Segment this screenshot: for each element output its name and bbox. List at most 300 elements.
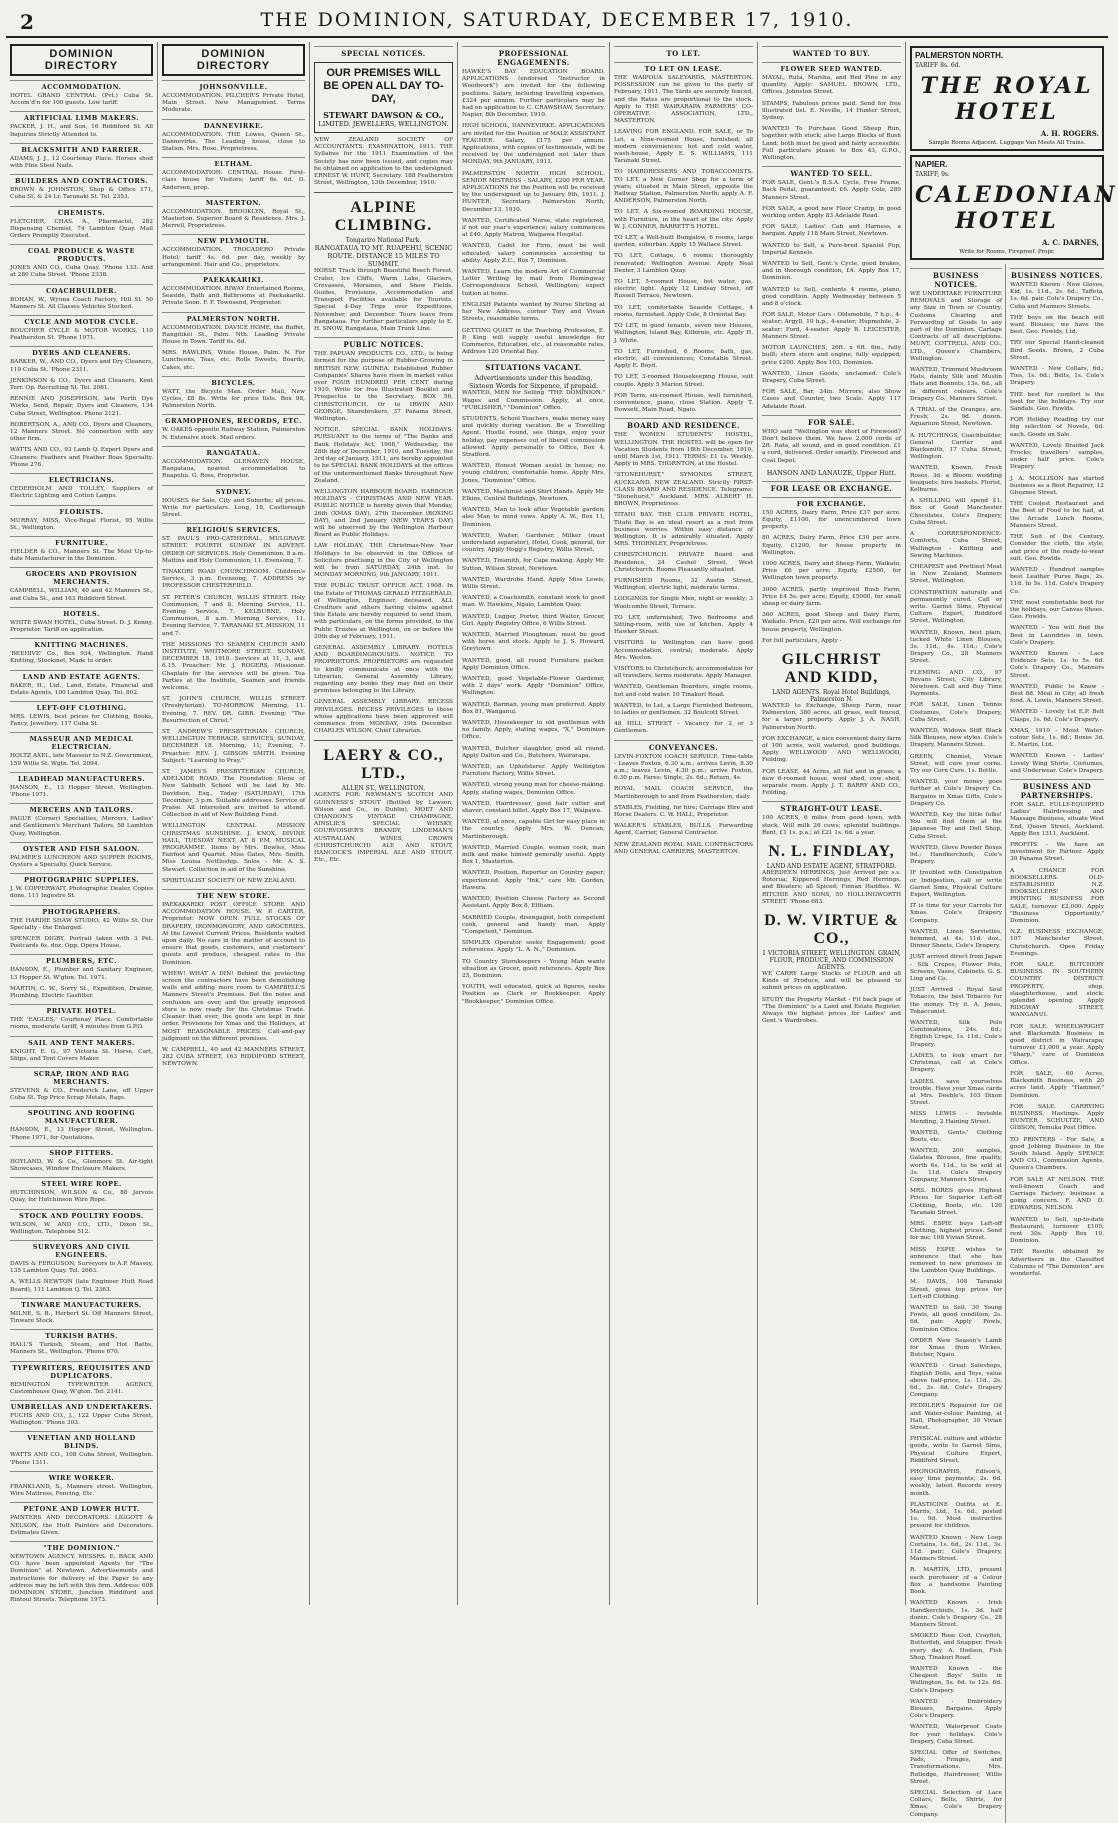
firewood-ad: WHO said "Wellington was short of Firewood? Don't believe them. We have 2,000 cords of 2ft. Rata, all sound, and in good condition. £1 a cord, delivered. Order smartly. Firewood and Coal Depot. [762,428,901,464]
business-notice: MISS ESPIE wishes to announce that she has removed to new premises in the Lambton Quay Buildings. [910,1246,1002,1275]
england-ad: LEAVING FOR ENGLAND. FOR SALE, or To Let, a Nine-roomed House, furnished; all modern conveniences; hot and cold water, wash-house, Apply E. S. WILLIAMS, 111 Taranaki Street. [614,129,753,165]
business-notice: FLEMING AND CO., 97 Revans Street, City Library, Newtown. Call and Buy Time Payments. [910,669,1002,698]
business-notice: THE best for comfort is the boot for the holidays. Try our Sandals. Geo. Fowlds. [1010,391,1104,413]
directory-entry: BOUCHIER CYCLE & MOTOR WORKS, 110 Featherston St. 'Phone 1971. [10,328,153,342]
wanted-sell-ad: WANTED, Linen Goods, unclaimed. Cole's Drapery, Cuba Street. [762,370,901,384]
exchange-ad: WANTED to Exchange, Sheep Farm, near Palmerston, 380 acres, all grass, well fenced, for a larger property. Apply J. A. NASH, Palmerston North. [762,702,901,731]
directory-subheading: HOTELS. [10,607,153,618]
business-notice: TRY our Special Hand-cleaned Bird Seeds. Brown, 2 Cuba Street. [1010,340,1104,361]
directory-entry: W. OAKES opposite Railway Station, Palmerston N. Extensive stock. Mail orders. [162,427,305,441]
situation-ad: WANTED, an Upholsterer. Apply Wellington Furniture Factory, Willis Street. [462,764,605,778]
directory-subheading: VENETIAN AND HOLLAND BLINDS. [10,1431,153,1450]
directory-entry: ACCOMMODATION. THE Lowes, Queen St., Dannevirke. The Leading house, close to Station. Mrs. Rose, Proprietress. [162,131,305,153]
directory-entry: HOUSES for Sale, City and Suburbs; all prices. Write for particulars. Long, 18, Castlereagh Street. [162,497,305,518]
wanted-buy-ad: WANTED To Purchase Good Sheep Run, together with stock; also Large Blocks of Bush Land; both must be good and fairly accessible. Full particulars please to Box 43, G.P.O., Wellington. [762,126,901,162]
alpine-subtitle: Tongariro National Park. [345,237,422,245]
royal-town: PALMERSTON NORTH. [915,51,1004,60]
directory-entry: BAKER, H., Ltd., Land, Estate, Financial and Estate Agents, 100 Lambton Quay. Tel. 802. [10,682,153,696]
straight-lease-heading: STRAIGHT-OUT LEASE. [762,801,901,813]
situation-ad: WANTED, Honest Woman assist in house; no young children; comfortable home. Apply Mrs. Jones, "Dominion" Office. [462,463,605,484]
directory-entry: HOLTZ AXEL, late Masseur to N.Z. Government, 159 Willis St. Wgtn. Tel. 2094. [10,753,154,767]
business-notice: WANTED, Public to Know - Best 8d. Meal in City; all fresh food. A. Lewis, Manners Street. [1010,683,1104,705]
public-notice: THE PAPUAN PRODUCTS CO., LTD., is being formed for the purpose of Rubber-Growing in BRITISH NEW GUINEA. Established Rubber Companies' Shares have risen in market value over FOUR HUNDRED PER CENT during 1910. Write for free Illustrated Booklet and Prospectus to the Secretary, BOX 56, CHRISTCHURCH, Or to IRWIN AND GEORGE, Sharebrokers, 37 Panama Street, Wellington. [314,351,453,423]
partnership-ad: PROFITS - We have an investment for Partner. Apply 30 Panama Street. [1010,842,1104,863]
business-notice: WANTED, your money goes further at Cole's Drapery Co. Bargains in Xmas Gifts, Cole's Drapery Co. [910,779,1002,807]
partnership-ad: FOR SALE AT NELSON. THE well-known Coach and Carriage Factory; business a going concern. F. AND D. EDWARDS, NELSON. [1010,1176,1104,1212]
gilchrist-sub: LAND AGENTS. Royal Hotel Buildings, Palmerston N. [772,688,891,703]
caledonian-tariff: TARIFF, 9s. [915,171,950,178]
directory-entry: BROWN & JOHNSTON, Shop & Office 171, Cuba St. & 24 Lr. Taranaki St. Tel. 2353. [10,187,153,201]
hawkes-bay-notice: HAWKE'S BAY EDUCATION BOARD. APPLICATIONS (endorsed "Instructor in Woodwork") are invited for the following positions. Salary, including travelling expenses, £324 per annum. Further particulars may be had on application to C. CRAWSHAW, Secretary. Napier, 8th December, 1910. [462,69,605,119]
directory-entry: PAINTERS AND DECORATORS. LIGGOTT & NELSON, the Hutt Painters and Decorators. Estimates Given. [10,1515,153,1536]
partnership-ad: FOR SALE. CARRYING BUSINESS, Hastings. Apply HUNTER, SCHULTZE, AND GIBSON, Temuka Post Office. [1010,1103,1104,1132]
directory-subheading: PALMERSTON NORTH. [162,312,305,323]
columns [6,42,1118,1818]
business-notice: CHEAPEST and Prettiest Meat in New Zealand, Manners Street, Wellington. [910,563,1002,585]
wanted-sell-ad: FOR SALE, Bar, 24in. Mirrors; also Show Cases and Counter, two Scale. Apply 117 Adelaide Road. [762,389,901,410]
classified-ad: WANTED, Learn the modern Art of Commercial Letter Writing by mail from Hemingway Correspondence School, Wellington; expert tuition at home. [462,269,605,297]
partnerships-list [1010,802,1104,1278]
directory-subheading: SCRAP, IRON AND RAG MERCHANTS. [10,1067,153,1086]
business-notice: WANTED, Glove Powder Boxes 9d.; Handkerchiefs, Cole's Drapery. [910,844,1002,866]
caledonian-footer: Write for Rooms, Fireproof. Propr. [959,249,1055,255]
situation-ad: WANTED, Lugger, Porter, third Waiter, Grocer, Girl. Apply Registry Office, 6 Willis Street. [462,613,605,627]
board-ad: FURNISHED Rooms, 32 Austin Street, Wellington, electric light, moderate terms. [614,577,753,592]
directory-entry: ACCOMMODATION. DAVICE HOME, the Buffet, Rangitikei St., Palm. Nth. Leading Private House in Town. Tariff 6s. 6d. [162,324,305,346]
directory-entry: ACCOMMODATION. CENTRAL House. First-class house for Visitors; tariff 6s. 6d. D. Anderson, prop. [162,170,305,191]
directory-subheading: ACCOMMODATION. [10,80,153,91]
directory-entry: W. CAMPBELL, 40 and 42 MANNERS STREET, 282 CUBA STREET, 163 RIDDIFORD STREET, NEWTOWN. [162,1046,305,1068]
masthead-title: THE DOMINION, SATURDAY, DECEMBER 17, 1910. [260,9,854,31]
partnership-ad: FOR SALE. WHEELWRIGHT and Blacksmith Business in good district in Wairarapa; turnover £1,000 a year. Apply "Sharp," care of Dominion Office. [1010,1023,1104,1066]
situation-ad: WANTED, Machinist and Shirt Hands. Apply Mr. Elkins, Central Buildings, Newtown. [462,488,605,502]
business-notice: WE UNDERTAKE FURNITURE REMOVALS and Storage of any Size in Town or Country. Customs Clearing and Forwarding of Goods to any part of the Dominion. Cartage Contracts of all descriptions. MUNT, COTTRELL AND CO., LTD., Queen's Chambers, Wellington. [910,291,1002,362]
lease-title: TO LET ON LEASE. [614,62,753,73]
wanted-buy-ad: STAMPS, Fabulous prices paid. Send for free illustrated list. E. Neville, 14 Hunter Street, Sydney. [762,100,901,122]
situation-ad: WANTED, Barman, young man preferred. Apply Box 81, Wanganui. [462,701,605,715]
directory-subheading: STOCK AND POULTRY FOODS. [10,1209,153,1220]
business-notice: WANTED - Hundred samples best Leather Purse Bags, 2s. 11d. to 5s. 11d. Cole's Drapery Co. [1010,566,1104,595]
business-notice: GREEN, Chemist, Vivian Street, will cure your corns. Try our Corn Cure. 1s. Bottle. [910,753,1002,774]
directory-subheading: FURNITURE. [10,536,153,547]
column-7 [906,42,1118,1818]
business-notice: WANTED - Great Saleshops, English Dolls, and Toys, value above half-price, 1s. 11d., 2s. 6d., 3s. 6d. Cole's Drapery Company. [910,1363,1002,1399]
business-notice: PEDDLER'S Repaired for Oil and Water-colour Painting, at Hall, Photographer, 30 Vivian Street. [910,1403,1002,1432]
wanted-to-sell-heading: WANTED TO SELL. [762,166,901,178]
directory-entry: SPENCER DIGBY, Portrait taken with 3 Pet. Postcards 6s. doz. Opp. Opera House. [10,935,153,950]
directory-subheading: PHOTOGRAPHERS. [10,905,153,916]
alpine-text: HORSE Track through Beautiful Beech Forest, Crater, Ice Cliffs, Warm Lake, Glaciers, Crevasses, Moraines, and Snow Fields. Guides, Provisions, Accommodation and Transport Facilities available for Tourists. Special 4-Day Trips over Expeditions, November, and December. Tours leave from Rangataua. For further particulars apply to E. H. SNOW, Rangataua, Main Trunk Line. [314,268,453,333]
conveyances-heading: CONVEYANCES. [614,740,753,752]
exchange-list-2 [762,703,901,797]
directory-entry: PACKER, J. H., and Son, 16 Riddiford St. All Inquiries Strictly Attended to. [10,124,153,138]
situation-ad: WANTED, Hairdresser, good hair cutter and shaver; constant billet. Apply Box 17, Waipawa. [462,800,605,815]
situation-ad: WANTED, Waiter, Gardener, Milker (must understand separator), Hotel, Cook, general, for country. Apply Hogg's Registry, Willis Street. [462,532,605,554]
directory-subheading: GROCERS AND PROVISION MERCHANTS. [10,567,153,586]
newspaper-page [6,4,1118,1818]
caledonian-town: NAPIER. [915,160,948,169]
directory-subheading: SHOP FITTERS. [10,1146,153,1157]
directory-entry: WATTS AND CO., 108 Cuba Street, Wellington. 'Phone 1311. [10,1452,153,1466]
directory-entry: JENKINSON & CO., Dyers and Cleaners, Kent Terr. Op. Recruiting St. Tel. 2061. [10,377,153,392]
directory-subheading: THE NEW STORE. [162,889,305,900]
sell-list [762,180,901,410]
business-notice: WANTED, Silk Polo Combinations, 24s. 6d.; English Crepe, 1s. 11d.; Cole's Drapery. [910,1020,1002,1048]
business-notice: PHONOGRAPHS, Edison's, easy time payments; 2s. 6d. weekly, latest Records every month. [910,1469,1002,1497]
alpine-route: RANGATAUA TO MT. RUAPEHU, SCENIC ROUTE. DISTANCE 15 MILES TO SUMMIT. [314,244,453,269]
directory-subheading: PRIVATE HOTEL. [10,1004,153,1015]
directory-entry: A. WELLS NEWTON (late Engineer Hutt Road Board), 111 Lambton Q. Tel. 2363. [10,1279,153,1293]
directory-subheading: SAIL AND TENT MAKERS. [10,1036,153,1047]
directory-subheading: ELTHAM. [162,157,305,168]
directory-subheading: MASSEUR AND MEDICAL ELECTRICIAN. [10,732,153,751]
business-notice: WANTED - Embroidery Blouses, Bargains. Apply Cole's Drapery. [910,1698,1002,1720]
business-notice: WANTED, Linen Serviettes, hemmed, at 4s. 11d. doz., Dinner Sheets, Cole's Drapery. [910,928,1002,950]
wanted-sell-ad: FOR SALE, Ladies' Cab and Harness, a bargain. Apply 118 Main Street, Newtown. [762,224,901,238]
board-ad: WANTED, to Let, a Large Furnished Bedroom, to ladies or gentlemen. 32 Boulcott Street. [614,702,753,717]
directory-entry: WHEW! WHAT A DIN! Behind the protecting screen the contractors have been demolishing walls and adding more room to CAMPBELL'S Manners Street's Premises. But the noise and confusion are over, and the greatly improved store is now ready for the Christmas Trade. Cleaner than ever, the goods are kept in fine order. Provisions for Xmas and the Holidays, at MOST REASONABLE PRICES. Call-and-pay judgment on the different promises. [162,970,305,1042]
directory-entry: REMINGTON TYPEWRITER AGENCY, Customhouse Quay, W'gton. Tel. 2141. [10,1381,153,1395]
public-notices-list [314,351,453,735]
board-ad: LODGINGS for Single Men, night or weekly; 3 Woolcombe Street, Terrace. [614,596,753,610]
laery-address: ALLEN ST., WELLINGTON. [341,785,426,793]
directory-entry: ACCOMMODATION. TROCADERO Private Hotel; tariff 4s. 6d. per day, weekly by arrangement. Hair and Co., proprietors. [162,247,305,268]
premises-headline: OUR PREMISES WILL BE OPEN ALL DAY TO-DAY, [323,67,444,105]
situation-ad: WANTED, Wardrobe Hand. Apply Miss Lewis, Willis Street. [462,576,605,590]
directory-subheading: PETONE AND LOWER HUTT. [10,1502,153,1513]
directory-subheading: BICYCLES. [162,376,305,387]
board-ad: WANTED, Gentleman Boarders, single rooms, hot and cold water. 10 Tinakori Road. [614,684,753,698]
business-notice: WANTED, Widows Stiff Black Silk Blouses, new styles. Cole's Drapery, Manners Street. [910,727,1002,749]
directory-subheading: TYPEWRITERS, REQUISITES AND DUPLICATORS. [10,1361,153,1380]
directory-entry: MILNE, S. B., Herbert St. Off Manners Street, Tinware Stock. [10,1310,153,1325]
directory-entry: PAGUE (Corner) Specialties, Mercers, Ladies' and Gentlemen's Merchant Tailors, 58 Lambton Quay, Wellington. [10,816,153,837]
partnership-ad: FOR SALE. BUTCHERY BUSINESS. IN SOUTHERN COUNTRY DISTRICT. PROPERTY, shop, slaughterhouse, and stock; splendid opening. Apply RIDGWAY STREET, WANGANUI. [1010,962,1104,1019]
directory-entry: FUCHS AND CO., J., 122 Upper Cuba Street, Wellington. 'Phone 303. [10,1413,153,1427]
directory-subheading: JOHNSONVILLE. [162,80,305,91]
business-notice: THE most comfortable boot for the holidays, our Canvas Shoes. Geo. Fowlds. [1010,599,1104,621]
divider [314,192,453,193]
public-notice: LAW HOLIDAY. THE Christmas-New Year Holidays to be observed in the Offices of Solicitors practising in the City of Wellington will be from SATURDAY, 24th inst. to MONDAY MORNING, 9th JANUARY, 1911. [314,543,453,579]
directory-entry: ACCOMMODATION. BROOKLYN, Royal St., Masterton. Superior Board & Residence. Mrs. J. Merrell, Proprietress. [162,208,305,230]
situation-ad: WANTED, MEN for Selling "THE DOMINION." Wages and Commission. Apply, at once, "PUBLISHER," "Dominion" Office. [462,390,605,411]
directory-entry: MRS. LEWIS, best prices for Clothing, Books, Fancy, Jewellery. 117 Cuba St. [10,713,153,728]
business-notice: WANTED Known - Irish Handkerchiefs, 1s. 3d. half dozen. Cole's Drapery Co., 28 Manners Street. [910,1600,1002,1628]
situation-ad: WANTED, a Coachsmith, constant work to good man. W. Hawkins, Ngaio, Lambton Quay. [462,595,605,609]
directory-subheading: RELIGIOUS SERVICES. [162,523,305,534]
directory-subheading: GRAMOPHONES, RECORDS, ETC. [162,414,305,425]
situations-note: Advertisements under this heading, Sixteen Words for Sixpence, if prepaid. [468,374,599,391]
herrings-ad: ABERDEEN HERRINGS, Just Arrived per s.s. Rotorua; Kippered Herrings, Red Herrings, and Bloaters; all Spiced; Finnan Haddies. W. RITCHIE AND SONS, 50 HOLLINGWORTH STREET. 'Phone 683. [762,870,901,905]
business-notice: MRS. BORES gives Highest Prices for Superior Left-off Clothing, Boots, etc. 120 Taranaki Street. [910,1188,1002,1216]
directory-entry: THE 'EAGLES,' Courtenay Place. Comfortable rooms, moderate tariff, 4 minutes from G.P.O. [10,1017,153,1031]
directory-entry: KNIGHT, E. G., 97 Victoria St. Horse, Cart, Ships, and Tent Covers Maker. [10,1048,153,1062]
business-notice: PLASTICINE Outfits at E. Marris, Ltd., 1s. 6d., posted 1s. 9d. Most instructive present for children. [910,1501,1002,1530]
royal-tariff: TARIFF 8s. 6d. [915,62,961,69]
business-notice: WANTED, Waterproof Coats for your holidays. Cole's Drapery, Cuba Street. [910,1724,1002,1745]
to-let-ad: TO LET, 3-roomed Housekeeping House, suit couple. Apply 5 Marion Street. [614,374,753,388]
business-heading: BUSINESS NOTICES. [910,268,1002,289]
for-sale-heading: FOR SALE. [762,415,901,427]
directory-subheading: NEW PLYMOUTH. [162,234,305,245]
partnership-ad: WANTED to Sell, up-to-date Restaurant; turnover £100; rent 30s. Apply Box 10, Dominion. [1010,1216,1104,1245]
buy-list [762,101,901,163]
directory-subheading: PLUMBERS, ETC. [10,954,153,965]
directory-entry: TINAKORI ROAD CHURCHROOM. Children's Service, 3 p.m. Evensong, 7. ADDRESS by PROFESSOR CHESTERFIELD. [162,568,305,590]
business-notice: WANTED, Known, best plain, tucked White Linen Blouses, 3s. 11d., 4s. 11d.; Cole's Drapery Co., 28 Manners Street. [910,629,1002,665]
business-notice: J. A. MOLLISON has started business as a Boot Repairer, 12 Ghuznee Street. [1010,475,1104,497]
business-right [1010,264,1104,1823]
directory-subheading: ELECTRICIANS. [10,473,153,484]
classified-ad: ENGLISH Patients wanted by Nurse Stirling at her New Address, corner Tory and Vivian Streets, reasonable terms. [462,301,605,323]
board-ad: VISITORS to Wellington can have good Accommodation, central; moderate. Apply Mrs. Weston. [614,640,753,661]
business-left [910,264,1006,1823]
directory-subheading: WIRE WORKER. [10,1471,153,1482]
directory-subheading: BUILDERS AND CONTRACTORS. [10,174,153,185]
wanted-sell-ad: FOR SALE, Motor Cars - Oldsmobile, 7 h.p., 4-seater; Argyll, 10 h.p., 4-seater; Hupmobile, 2-seater; Ford, 4-seater. Apply B. LEICESTER, Manners Street. [762,312,901,340]
hostel-ad: THE WOMEN STUDENTS' HOSTEL, WELLINGTON. THE HOSTEL will be open for Vacation Students from 18th December, 1910, until March 1st, 1911. TERMS: £1 1s. Weekly. Apply to MRS. THORNTON, at the Hostel. [614,432,753,468]
alpine-title: ALPINE CLIMBING. [334,199,433,235]
wanted-sell-ad: WANTED to Sell, Gent.'s Cycle, good brakes, and in thorough condition, £4. Apply Box 17, Dominion. [762,261,901,282]
partnership-ad: TO PRINTERS - For Sale, a good Jobbing Business in the South Island. Apply SPENCE AND CO., Commission Agents, Queen's Chambers. [1010,1136,1104,1172]
column-4 [458,42,610,1605]
royal-hotel-name: THE ROYAL HOTEL [920,73,1094,125]
board-heading: BOARD AND RESIDENCE. [614,418,753,430]
directory-entry: ACCOMMODATION. GLENAVEN HOUSE, Rangataua, nearest accommodation to Ruapehu. G. Ross, Proprietor. [162,458,305,480]
directory-entry: HUTCHINSON, WILSON & Co., 88 Jervois Quay, for Hutchinson Wire Rope. [10,1190,153,1204]
directory-heading: DOMINION DIRECTORY [10,44,153,76]
business-notice: JUST arrived direct from Japan - Silk Crepes, Flower Pots, Screens, Vases, Cabinets. G. S. Ling and Co. [910,954,1002,983]
directory-entry: FLETCHER, CHAS. A., Pharmacist, 282 Dispensing Chemist, 74 Lambton Quay. Mail Orders Promptly Executed. [10,218,153,240]
public-notice: GENERAL ASSEMBLY LIBRARY. RECESS PRIVILEGES. RECESS PRIVILEGES to those whose applications have been approved will commence from MONDAY, 19th December. CHARLES WILSON, Chief Librarian. [314,699,453,735]
situation-ad: WANTED, good, all round Furniture packer. Apply Dominion Office. [462,657,605,671]
column-1 [6,42,158,1605]
gilchrist-name: GILCHRIST AND KIDD, [781,650,882,686]
situation-ad: WANTED, Man to look after Vegetable garden; also Man to mind cows. Apply A. W., Box 11, Dominion. [462,507,605,528]
directory-subheading: CHEMISTS. [10,206,153,217]
to-let-ad: TO LET, Cottage, 6 rooms; thoroughly renovated; Wellington Avenue. Apply Neal Dexter, 3 Lambton Quay. [614,253,753,274]
masthead [6,4,1108,38]
directory-subheading: BLACKSMITH AND FARRIER. [10,143,153,154]
situations-list [462,390,605,1005]
business-subcolumns [910,264,1104,1823]
directory-subheading: LAND AND ESTATE AGENTS. [10,670,153,681]
to-let-ad: FOR Term, six-roomed House, well furnished, convenience, piano, close Station. Apply T. Dowsett, Main Road, Ngaio. [614,392,753,414]
business-notice: FOR SALE, Linen Tennis Costumes, Cole's Drapery, Cuba Street. [910,702,1002,723]
public-notice: THE PUBLIC TRUST OFFICE ACT, 1908. In the Estate of THOMAS GERALD FITZGERALD, of Wellington, Engineer, deceased. ALL Creditors and others having claims against this Estate are hereby required to send them, with particulars, on the forms provided, to the Public Trustee at Wellington, on or before the 20th day of February, 1911. [314,583,453,640]
directory-entry: WHITE SWAN HOTEL, Cuba Street. D. J. Kenny, Proprietor. Tariff on application. [10,619,153,633]
situation-ad: SIMPLEX Operator seeks Engagement; good references. Apply "L. A. N.," Dominion. [462,940,605,954]
column-6 [758,42,906,1605]
business-notice: WANTED, Key the little folks! You will find them at the Japanese Toy and Doll Shop, Cuba Street. [910,812,1002,840]
directory-entry: WATTS AND CO., 93 Lamb Q. Expert Dyers and Cleaners; Feathers and Feather Boas Specialty. Phone 276. [10,447,153,468]
business-notice: IT is time for your Carrots for Xmas. Cole's Drapery Company. [910,903,1002,924]
directory-entry: WATT, the Bicycle Man. Order Mail. New Cycles, £8 8s. Write for price lists. Box 98, Palmerston North. [162,388,305,410]
flower-seed-heading: FLOWER SEED WANTED. [762,62,901,73]
situation-ad: TO Country Storekeepers - Young Man wants situation as Grocer, good references. Apply Box 25, Dominion. [462,958,605,979]
virtue-text: WE CARRY Large Stocks of FLOUR and all Kinds of Produce, and will be pleased to submit prices on application. [762,971,901,992]
business-notice: M. DAVIS, 108 Taranaki Street, gives top prices for Left-off Clothing. [910,1279,1002,1300]
professional-heading: PROFESSIONAL ENGAGEMENTS. [462,46,605,67]
business-notice: WANTED, Gents.' Clothing Boots, etc. [910,1129,1002,1143]
flower-seed-text: MAYAL, Ruta, Marsha, and Red Pine in any quantity. Apply: SAMUEL BROWN, LTD., Offices, Johnston Street. [762,75,901,96]
directory-entry: RENNIE AND JOSEPHSON, late Perth Dye Works, Send, Repair, Dyers and Cleaners, 134 Cuba Street, Wellington. Phone 2121. [10,396,153,417]
dannevirke-notice: HIGH SCHOOL, DANNEVIRKE. APPLICATIONS are invited for the Position of MALE ASSISTANT TEACHER. Salary, £175 per annum. Applications, with copies of testimonials, will be received by the undersigned not later than MONDAY, 9th JANUARY, 1911. [462,123,605,166]
stewart-dawson-ad [314,62,453,133]
business-notice: THE Suit of the Century. Consider the cloth, the style, and price of the ready-to-wear suit. Geo. Fowlds. [1010,534,1104,562]
business-notice: A TRIAL of the Oranges, are. Fresh; 2s. 9d. dozen. Aquarium Street, Newtown. [910,407,1002,428]
business-notice: FOR Holiday Reading try our big selection of Novels, 6d. each. Goods on Sale. [1010,417,1104,438]
board-ad: TO LET, unfurnished, Two Bedrooms and Sitting-room, with use of kitchen. Apply 4 Hawker Street. [614,614,753,636]
directory-entry: ST. ANDREW'S PRESBYTERIAN CHURCH, WELLINGTON TERRACE. SERVICES, SUNDAY, DECEMBER 18. Morning, 11; Evening, 7. Preacher: REV. J. GIBSON SMITH. Evening Subject: "Learning to Pray." [162,728,305,764]
exchange-ad: 3000 ACRES, partly improved Bush Farm, Price £4 5s. per acre; Equity, £5000, for small sheep or dairy farm. [762,586,901,607]
public-notices-heading: PUBLIC NOTICES. [314,337,453,349]
exchange-subheading: FOR EXCHANGE. [762,497,901,508]
directory-subheading: DYERS AND CLEANERS. [10,346,153,357]
exchange-ad: 80 ACRES, Dairy Farm, Price £30 per acre. Equity, £1200, for house property in Wellington. [762,535,901,556]
business-notice: WANTED - Lovely 1st E.P. Belt Clasps, 1s. 6d. Cole's Drapery. [1010,709,1104,723]
business-notice: SPECIAL Selection of Lace Collars, Belts, Shirts, for Xmas; Cole's Drapery Company. [910,1789,1002,1818]
directory-entry: FRANKLAND, S., Manners street. Wellington, Wire Mattress, Fencing, Etc. [10,1483,153,1498]
to-let-ad: TO LET, 5-roomed House, hot water, gas, electric light. Apply 12 Lindsay Street, off Russell Terrace, Newtown. [614,279,753,300]
business-right-list [1010,282,1104,775]
business-notice: WANTED - New Collars, 6d.; Ties, 1s. 6d.; Belts, 1s. Cole's Drapery. [1010,366,1104,387]
directory-entry: MURRAY, MISS, Vice-Regal Florist, 95 Willis St., Wellington. [10,517,153,531]
professional-ads [462,218,605,356]
situation-ad: WANTED, Housekeeper to old gentleman with no family. Apply, stating wages, "X," Dominion Office. [462,720,605,741]
exchange-ad: 1000 ACRES, Dairy and Sheep Farm, Waikato, Price £6 per acre; Equity, £2500, for Wellington town property. [762,560,901,582]
situation-ad: WANTED, Butcher slaughter, good all round. Apply Dalton and Co., Butchers, Wairarapa. [462,745,605,759]
directory-entry: MARTIN, C. W., Sorry St., Expedition, Drainer, Plumbing, Electric Gasfitter. [10,985,153,999]
directory-entry: HANSON, E., 13 Hopper Street, Wellington. 'Phone 1971. [10,784,153,798]
board-ad: CHRISTCHURCH. PRIVATE Board and Residence, 24 Cashel Street, West Christchurch. Rooms Pleasantly situated. [614,552,753,573]
wanted-sell-ad: MOTOR LAUNCHES, 26ft. x 6ft. 6in., fully built; stern stern and engine, fully equipped; price £200. Apply Box 103, Dominion. [762,345,901,366]
directory-subheading: CYCLE AND MOTOR CYCLE. [10,315,153,326]
directory-subheading: LEFT-OFF CLOTHING. [10,701,153,712]
directory-subheading: UMBRELLAS AND UNDERTAKERS. [10,1400,153,1411]
directory-subheading: MERCERS AND TAILORS. [10,803,153,814]
situation-ad: WANTED, Position, Reporter on Country paper; experienced. Apply "Ink," care Mr. Gordon, Hawera. [462,870,605,891]
caledonian-proprietor: A. C. DARNES, [1042,238,1099,247]
business-notice: WANTED, Lovely Braided Jack Frocks; travellers' samples, under half price. Cole's Drapery. [1010,442,1104,471]
directory-entry: WELLINGTON CENTRAL MISSION CHRISTMAS SUNSHINE. J. KNOX, DIVINE HALL, TUESDAY NEXT, AT 8 P.M. MUSICAL PROGRAMME. Items by Mrs. Bowles, Miss Fairfoot and Quartet. Miss Gates, Mrs. Smith. Miss Louisa Nettleship. Solos - Mr. A. S. Stewart. Collection in aid of the Sunshine. [162,823,305,873]
directory-entry: THE HARDIE SHAW STUDIO, 42 Willis St. Our Specialty - the Enlarged. [10,917,153,931]
directory-entry: BARKER, W., AND CO., Dyers and Dry Cleaners, 119 Cuba St. 'Phone 2311. [10,359,153,373]
directory-entry: WILSON, W. AND CO., LTD., Dixon St., Wellington. Telephone 512. [10,1221,153,1235]
directory-entry: SPIRITUALIST SOCIETY OF NEW ZEALAND. [162,877,297,884]
situation-ad: STUDENTS, School Teachers, make money easy and quickly during vacation. Be a Travelling Agent. Hustle round, see things, enjoy your holiday, pay expenses out of liberal commission allowed. Apply personally to Office, Box 4, Stratford. [462,415,605,458]
directory-subheading: SURVEYORS AND CIVIL ENGINEERS. [10,1240,153,1259]
business-notice: WANTED Known - the Cheapest Boys' Suits in Wellington, 5s. 6d. to 12s. 6d. Cole's Drapery. [910,1665,1002,1694]
to-let-ad: TO LET. A Six-roomed BOARDING HOUSE, with Furniture, in the heart of the city. Apply W. J. CONNER, BARRETT'S HOTEL. [614,209,753,230]
directory-entry: JONES AND CO., Cuba Quay. 'Phone 133. And at 280 Cuba Street. 'Phone 2338. [10,265,153,279]
business-notice: LADIES, to look smart for Christmas, call at Cole's Drapery. [910,1052,1002,1074]
to-let-heading: TO LET. [614,46,753,58]
directory-entry: PAEKAKARIKI POST OFFICE STORE AND ACCOMMODATION HOUSE. W. P. CARTER, Proprietor. NOW OPEN. FULL STOCKS OF DRAPERY, IRONMONGERY, AND GROCERIES. At the Lowest Current Prices. Residents waited upon daily. No care in the matter of account to ensure that goods, customers, and customers' guests and produce, cheapest rates in the Dominion. [162,902,305,966]
wanted-to-buy-heading: WANTED TO BUY. [762,46,901,58]
study-ad: STUDY the Property Market - Fit back page of "The Dominion" is a Land and Estate Register. Always the highest prices for Ladies' and Gent.'s Wardrobes. [762,996,901,1025]
directory-subheading: MASTERTON. [162,196,305,207]
conveyance-ad: LEVIN-FOXTON COACH SERVICE. Time-table - Leaves Foxton, 6.30 a.m.; arrives Levin, 8.30 a.m.; leaves Levin, 4.30 p.m.; arrive Foxton, 6.30 p.m. Fares: Single, 2s. 6d.; Return, 4s. [614,753,753,782]
partnerships-heading: BUSINESS AND PARTNERSHIPS. [1010,779,1104,800]
situation-ad: WANTED, Tinsmith, for Cape making. Apply Mr. Sutton, Wilson Street, Newtown. [462,558,605,572]
directory-entry: FIELDER & CO., Manners St. The Most Up-to-date Manufacturer in the Dominion. [10,548,153,563]
column-5 [610,42,758,1605]
business-notice: XMAS, 1910 - Moist Water-colour Sets, 1s. 6d.; Boxes 3d. E. Martin, Ltd. [1010,727,1104,749]
royal-hotel-ad [910,46,1104,151]
accountants-notice: NEW ZEALAND SOCIETY OF ACCOUNTANTS. EXAMINATION, 1911. THE Syllabus for the 1911 Examination of the Society has now been issued, and copies may be obtained on application to the undersigned. ERNEST W. HUNT, Secretary. 188 Featherston Street, Wellington, 13th December, 1910. [314,137,453,187]
directory-subheading: RANGATAUA. [162,446,305,457]
directory-subheading: STEEL WIRE ROPE. [10,1177,153,1188]
business-notice: MISS LEWIS - Invisible Mending, 2 Haining Street. [910,1111,1002,1125]
partnership-ad: FOR SALE, 60 Acres, Blacksmith Business, with 20 acres land. Apply "Hammer," Dominion. [1010,1070,1104,1099]
business-notice: A CORRESPONDENCE-Comforts, Cuba Street, Wellington - Knitting and Sewing Machines. [910,531,1002,559]
special-notices-heading: SPECIAL NOTICES. [314,46,453,58]
directory-subheading: TINWARE MANUFACTURERS. [10,1298,153,1309]
public-notice: GENERAL ASSEMBLY LIBRARY. HOTELS AND BOARDINGHOUSES. NOTICE TO PROPRIETORS. PROPRIETORS are requested to kindly communicate at once with the Librarian, General Assembly Library, regarding any books they may find on their premises belonging to the Library. [314,644,453,695]
classified-ad: WANTED, Cadet for Firm, must be well educated; salary commences according to ability. Apply Z.C., Box 7, Dominion. [462,243,605,264]
directory-entry: HOTEL GRAND CENTRAL (Pvt.) Cuba St. Accom'd'n for 100 guests. Low tariff. [10,93,153,107]
directory-subheading: COACHBUILDER. [10,284,153,295]
wanted-sell-ad: FOR SALE, Gent.'s B.S.A. Cycle, Free Frame, Back Pedal, guaranteed; £6. Apply Cole, 289 Manners Street. [762,180,901,201]
wanted-sell-ad: FOR SALE, a good new Floor Cramp, in good working order. Apply 83 Adelaide Road. [762,205,901,220]
directory-entry: ST. PETER'S CHURCH, WILLIS STREET. Holy Communion, 7 and 8. Morning Service, 11. Evening Service, 7. KELBURNE. Holy Communion, 8 a.m. Morning Service, 11. Evening Service, 7. TARANAKI ST. MISSION, 11 and 7. [162,594,305,637]
situations-heading: SITUATIONS VACANT. [462,360,605,372]
hairdressers-ad: TO HAIRDRESSERS AND TOBACCONISTS. TO LET, a New Corner Shop for a term of years; situated in Main Street, opposite the Railway Station, Palmerston North; apply A. F. ANDERSON, Palmerston North. [614,169,753,205]
business-notice: WANTED Known - Lace Evidence Sets, 1s. to 5s. 6d. Cole's Drapery Co., Manners Street. [1010,650,1104,679]
laery-title: LAERY & CO., LTD., [323,747,444,783]
business-notice: THE boys on the beach will want Blouses; we have the best. Geo. Fowlds, Ltd. [1010,314,1104,336]
conveyance-ad: STABLES, Fielding, for hire; Carriage Hire and Horse Dealers. C. W. HALL, Proprietor. [614,804,753,819]
exchange-ad: FOR LEASE, 44 Acres, all flat and in grass; a new 6-roomed house, wool shed, cow shed, separate room. Apply J. T. BARRY AND CO., Feilding. [762,768,901,797]
directory-entry: ACCOMMODATION. RIWAY Entertained Rooms, Seaside, Bath and Bathrooms at Paekakariki. Private Soon. F. F. Townsend, Proprietor. [162,286,305,307]
to-let-ad: TO LET, a Well-built Bungalow, 6 rooms, large garden, suburban. Apply 15 Wallace Street. [614,235,753,249]
stonehurst-ad: "STONEHURST," SYMONDS STREET, AUCKLAND, NEW ZEALAND. Strictly FIRST-CLASS BOARD AND RESIDENCE. Telegrams: "Stonehurst," Auckland. MRS. ALBERT H. BROWN, Proprietress. [614,472,753,508]
partnership-ad: THE Results obtained by Advertisers in the Classified Columns of "The Dominion" are wonderful. [1010,1249,1104,1277]
page-number: 2 [20,10,34,34]
exchange-ad: FOR EXCHANGE, a nice convenient dairy farm of 100 acres, well watered, good buildings. Apply WELLWOOD AND WELLWOOD, Feilding. [762,735,901,764]
classified-ad: WANTED, Certificated Nurse, state registered, if not our year's experience; salary commences at £40. Apply Matron, Waipawa Hospital. [462,217,605,239]
divider [314,740,453,741]
business-heading: BUSINESS NOTICES. [1010,268,1104,280]
business-notice: LADIES, save yourselves trouble. Have your Xmas cards at Mrs. Deeble's, 103 Dixon Street. [910,1078,1002,1107]
directory-list [162,80,305,1069]
directory-entry: ROBERTSON, A., AND CO., Dyers and Cleaners, 12 Manners Street. No connection with any other firm. [10,421,153,443]
directory-entry: CEDERHOLM AND TOLLEY, Suppliers of Electric Lighting and Cotton Lamps. [10,486,153,500]
to-let-ad: TO LET, in good tenants, seven new Houses, Wellington, Island Bay, Kilbirnie, etc. Apply H. J. White. [614,323,753,344]
business-notice: PHYSICAL culture and athletic goods, write to Garnet Sims, Physical Culture Expert, Riddiford Street. [910,1436,1002,1464]
business-notice: WANTED Known - Ladies' Lovely Wing Shirts, Costumes, and Underwear. Cole's Drapery. [1010,753,1104,774]
directory-entry: ST. PAUL'S PRO-CATHEDRAL, MULGRAVE STREET. FOURTH SUNDAY IN ADVENT. ORDER OF SERVICES. Holy Communion, 8 a.m. Mattins and Holy Communion, 11. Evensong, 7. [162,536,305,564]
business-notice: WANTED - You will find the Best in Laundries in town. Cole's Drapery. [1010,625,1104,646]
directory-entry: CAMPBELL, WILLIAM, 40 and 42 Manners St., and Cuba St., and 163 Riddiford Street. [10,588,153,602]
business-left-list [910,291,1002,1819]
premises-sub: LIMITED. JEWELLERS, WELLINGTON. [318,120,449,128]
directory-entry: ADAMS, J. J., 12 Courtenay Place. Horses shod with Fine Steel Nails. [10,155,153,170]
directory-list [10,80,153,1604]
directory-subheading: FLORISTS. [10,505,153,516]
public-notice: NOTICE. SPECIAL BANK HOLIDAYS. PURSUANT to the terms of "The Banks and Bank Holidays Act, 1908," Wednesday, the 28th day of December, 1910, and Tuesday, the 3rd day of January, 1911, are hereby appointed to be SPECIAL BANK HOLIDAYS at the offices of the undermentioned Banks throughout New Zealand. [314,427,453,484]
lease-text: THE WAIPOUA SALEYARDS, MASTERTON. POSSESSION can be given to the party of February, 1911. The Yards are securely fenced, and the Rates are proportional to the stock. Apply to THE WAIRARAPA FARMERS' CO-OPERATIVE ASSOCIATION, LTD., MASTERTON. [614,75,753,125]
royal-proprietor: A. H. ROGERS. [1040,129,1099,138]
situation-ad: WANTED, at once, capable Girl for easy place in the country. Apply Mrs. W. Duncan, Martinborough. [462,819,605,840]
directory-heading: DOMINION DIRECTORY [162,44,305,76]
business-notice: WANTED Known - New Gloves, Kid, 1s. 11d., 2s. 6d.; Taffeta, 1s. 6d. pair. Cole's Drapery Co., Cuba and Manners Streets. [1010,282,1104,310]
findlay-sub: LAND AND ESTATE AGENT, STRATFORD. [766,863,897,871]
directory-entry: HANSON, E., Plumber and Sanitary Engineer, 13 Hopper St. W'gton. Tel. 1971. [10,967,153,981]
directory-entry: ST. JOHN'S CHURCH, WILLIS STREET (Presbyterian). TO-MORROW. Morning, 11. Evening, 7. REV. DR. GIBB. Evening: "The Resurrection of Christ." [162,696,305,724]
exchange-list [762,510,901,645]
